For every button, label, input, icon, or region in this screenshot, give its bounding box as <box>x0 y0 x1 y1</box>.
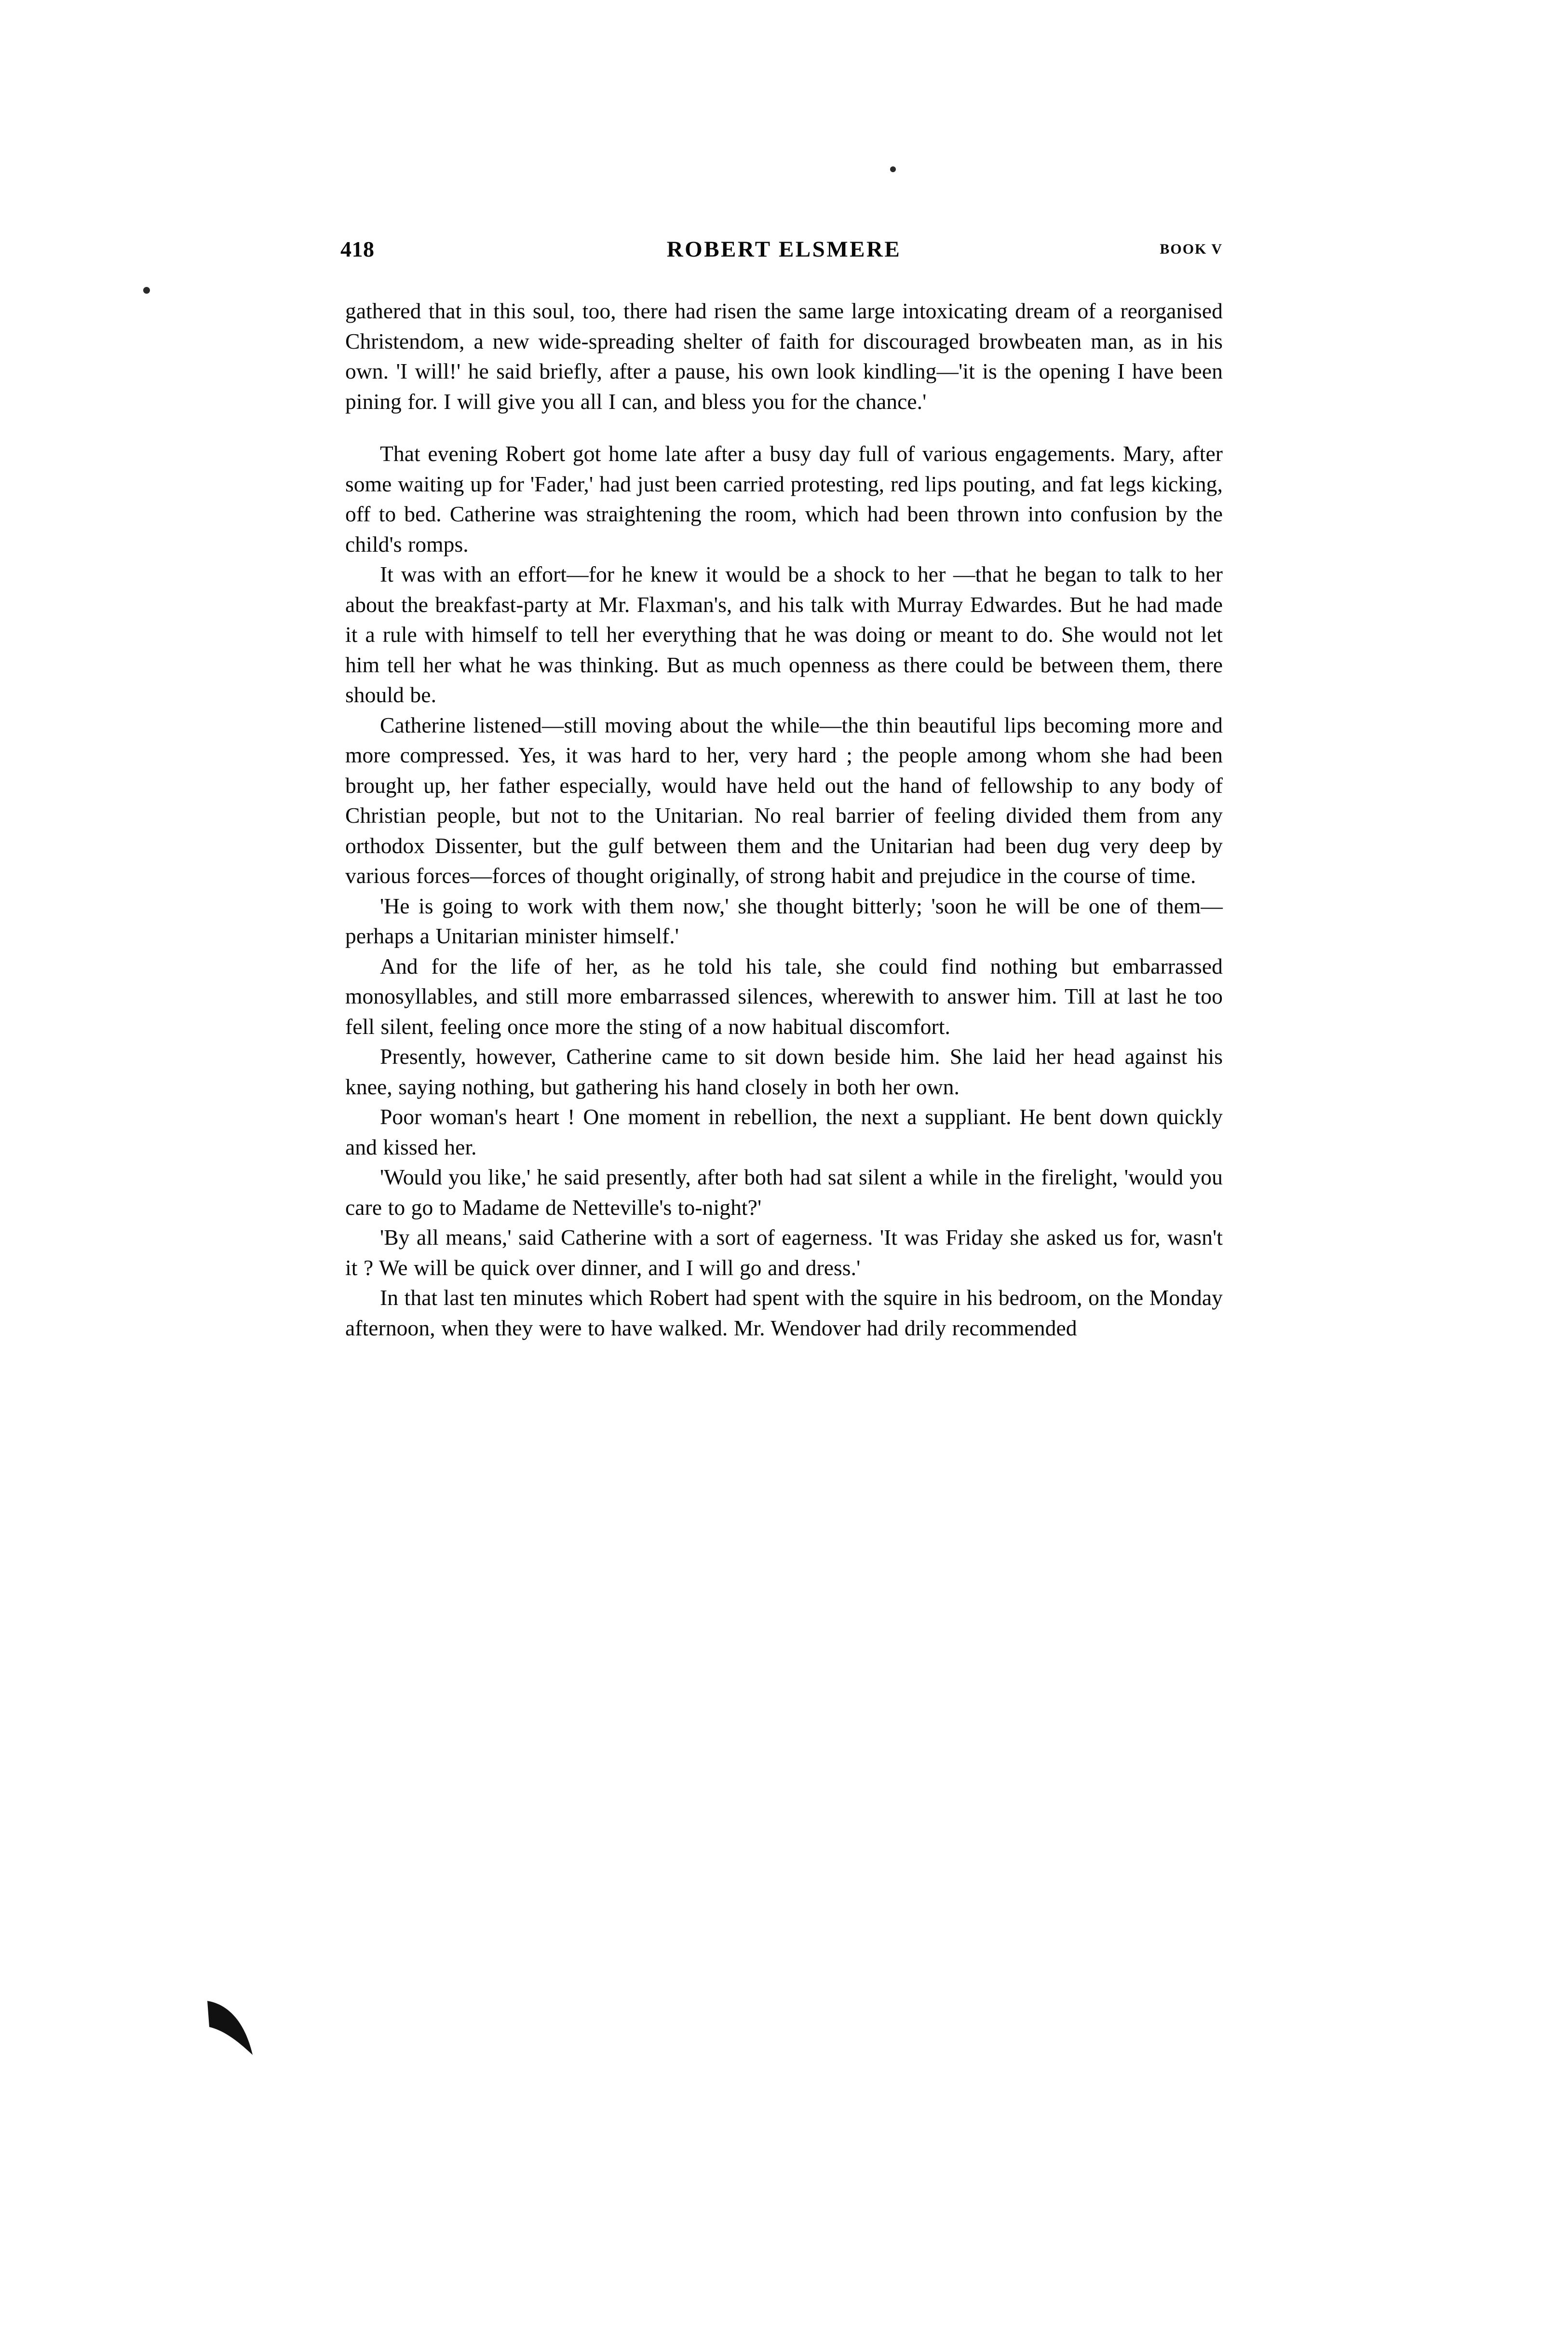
paragraph-presently: Presently, however, Catherine came to sit down beside him. She laid her head against his knee, saying nothing, but gathering his hand closely in both her own. <box>345 1044 1223 1099</box>
paragraph-that-evening: That evening Robert got home late after a busy day full of various engagements. Mary, after some waiting up for 'Fader,' had just been carried protesting, red lips pouting, and fat legs kicking, off to bed. Catherine was straightening the room, which had been thrown into confusion by the child's romps. <box>345 441 1223 557</box>
paragraph-and-for-the-life: And for the life of her, as he told his tale, she could find nothing but embarrassed monosyllables, and still more embarrassed silences, wherewith to answer him. Till at last he too fell silent, feeling once more the sting of a now habitual discomfort. <box>345 953 1223 1039</box>
paragraph-catherine-listened: Catherine listened—still moving about the while—the thin beautiful lips becoming more and more compressed. Yes, it was hard to her, very hard ; the people among whom she had been brought up, her father especially, would have held out the hand of fellowship to any body of Christian people, but not to the Unitarian. No real barrier of feeling divided them from any orthodox Dissenter, but the gulf between them and the Unitarian had been dug very deep by various forces—forces of thought originally, of strong habit and prejudice in the course of time. <box>345 712 1223 888</box>
paragraph-in-that-last: In that last ten minutes which Robert had spent with the squire in his bedroom, on the Monday afternoon, when they were to have walked. Mr. Wendover had drily recommended <box>345 1285 1223 1340</box>
paragraph-effort: It was with an effort—for he knew it would be a shock to her —that he began to talk to her about the breakfast-party at Mr. Flaxman's, and his talk with Murray Edwardes. But he had made it a rule with himself to tell her everything that he was doing or meant to do. She would not let him tell her what he was thinking. But as much openness as there could be between them, there should be. <box>345 562 1223 707</box>
page-number: 418 <box>340 237 375 261</box>
running-head <box>340 236 1223 270</box>
paragraph-by-all-means: 'By all means,' said Catherine with a sort of eagerness. 'It was Friday she asked us for, wasn't it ? We will be quick over dinner, and I will go and dress.' <box>345 1225 1223 1280</box>
paragraph-poor-woman: Poor woman's heart ! One moment in rebellion, the next a suppliant. He bent down quickly and kissed her. <box>345 1104 1223 1159</box>
ink-speck-top <box>890 166 896 172</box>
book-reference: BOOK V <box>1160 241 1223 257</box>
black-corner-mark-icon <box>206 1999 264 2057</box>
ink-speck-left <box>143 287 150 294</box>
book-title: ROBERT ELSMERE <box>666 237 902 262</box>
paragraph-continued: gathered that in this soul, too, there had risen the same large intoxicating dream of a reorganised Christendom, a new wide-spreading shelter of faith for discouraged browbeaten man, as in his own. 'I will!' he said briefly, after a pause, his own look kindling—'it is the opening I have been pining for. I will give you all I can, and bless you for the chance.' <box>345 299 1223 414</box>
paragraph-he-is-going: 'He is going to work with them now,' she thought bitterly; 'soon he will be one of them—perhaps a Unitarian minister himself.' <box>345 893 1223 948</box>
paragraph-would-you-like: 'Would you like,' he said presently, after both had sat silent a while in the firelight, 'would you care to go to Madame de Netteville's to-night?' <box>345 1165 1223 1220</box>
page-text-block <box>340 236 1223 1343</box>
